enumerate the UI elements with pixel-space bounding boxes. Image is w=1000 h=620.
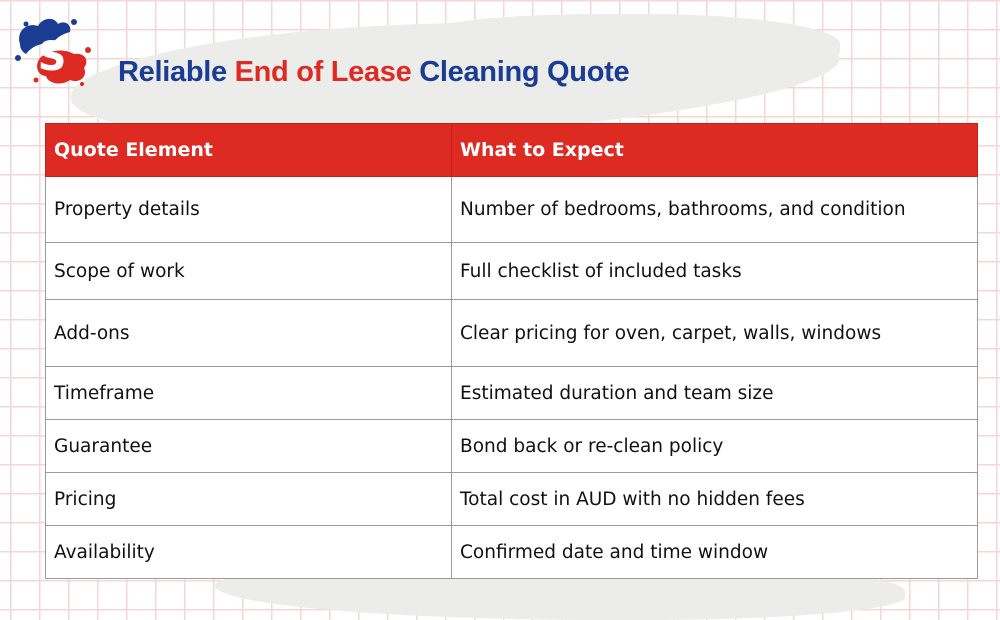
table-row (46, 526, 978, 579)
what-to-expect-cell: Estimated duration and team size (452, 367, 978, 420)
svg-text:S: S (37, 34, 67, 80)
table-row (46, 420, 978, 473)
header-what-to-expect: What to Expect (452, 124, 978, 177)
quote-element-cell: Guarantee (46, 420, 452, 473)
page-title (118, 56, 629, 89)
header-quote-element: Quote Element (46, 124, 452, 177)
quote-element-cell: Timeframe (46, 367, 452, 420)
table-row (46, 177, 978, 243)
quote-element-cell: Pricing (46, 473, 452, 526)
table-row (46, 367, 978, 420)
title-part-cleaning-quote: Cleaning Quote (411, 56, 630, 88)
what-to-expect-cell: Bond back or re-clean policy (452, 420, 978, 473)
splash-s-logo-icon (12, 14, 92, 86)
quote-element-cell: Add-ons (46, 300, 452, 367)
what-to-expect-cell: Total cost in AUD with no hidden fees (452, 473, 978, 526)
table-row (46, 243, 978, 300)
title-part-end-of-lease: End of Lease (234, 56, 412, 88)
table-row (46, 473, 978, 526)
what-to-expect-cell: Clear pricing for oven, carpet, walls, windows (452, 300, 978, 367)
quote-element-cell: Scope of work (46, 243, 452, 300)
table-header-row (46, 124, 978, 177)
table-row (46, 300, 978, 367)
quote-element-cell: Availability (46, 526, 452, 579)
what-to-expect-cell: Confirmed date and time window (452, 526, 978, 579)
what-to-expect-cell: Full checklist of included tasks (452, 243, 978, 300)
quote-table (45, 123, 978, 579)
title-part-reliable: Reliable (118, 56, 235, 88)
what-to-expect-cell: Number of bedrooms, bathrooms, and condition (452, 177, 978, 243)
quote-element-cell: Property details (46, 177, 452, 243)
